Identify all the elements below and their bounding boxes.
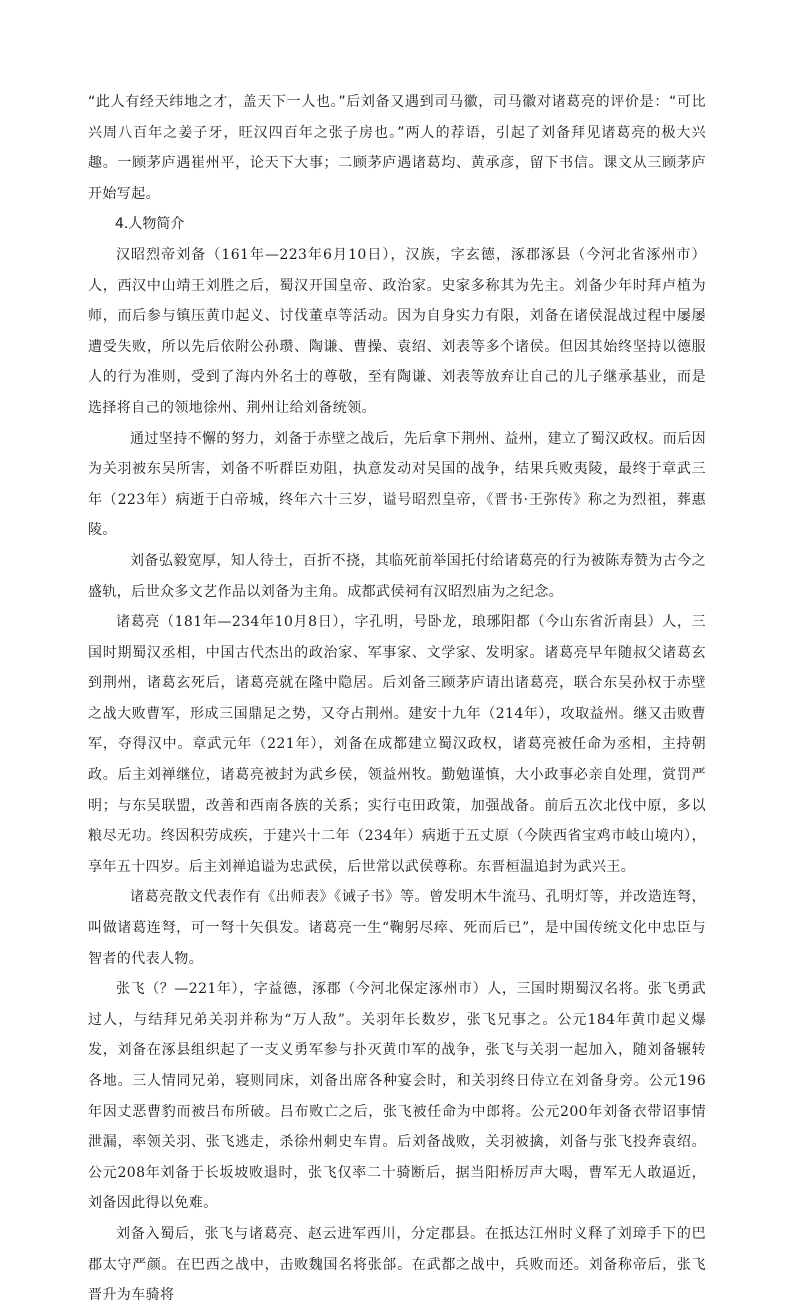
section-heading: 4.人物简介 — [115, 216, 185, 233]
zhugeliang-paragraph-2: 诸葛亮散文代表作有《出师表》《诫子书》等。曾发明木牛流马、孔明灯等，并改造连弩，叫做诸葛连弩，可一弩十矢俱发。诸葛亮一生“鞠躬尽瘁、死而后已”，是中国传统文化中忠臣与智者的代表人物。 — [88, 889, 706, 967]
liubei-paragraph-3: 刘备弘毅宽厚，知人待士，百折不挠，其临死前举国托付给诸葛亮的行为被陈寿赞为古今之盛轨，后世众多文艺作品以刘备为主角。成都武侯祠有汉昭烈庙为之纪念。 — [88, 552, 706, 600]
page-content — [88, 87, 706, 1311]
zhangfei-paragraph-2: 刘备入蜀后，张飞与诸葛亮、赵云进军西川，分定郡县。在抵达江州时义释了刘璋手下的巴郡太守严颜。在巴西之战中，击败魏国名将张郃。在武都之战中，兵败而还。刘备称帝后，张飞晋升为车骑将 — [88, 1225, 706, 1304]
liubei-paragraph-2: 通过坚持不懈的努力，刘备于赤壁之战后，先后拿下荆州、益州，建立了蜀汉政权。而后因为关羽被东吴所害，刘备不听群臣劝阻，执意发动对吴国的战争，结果兵败夷陵，最终于章武三年（223年）病逝于白帝城，终年六十三岁，谥号昭烈皇帝，《晋书·王弥传》称之为烈祖，葬惠陵。 — [88, 430, 706, 539]
zhangfei-paragraph-1: 张飞（？—221年），字益德，涿郡（今河北保定涿州市）人，三国时期蜀汉名将。张飞勇武过人，与结拜兄弟关羽并称为“万人敌”。关羽年长数岁，张飞兄事之。公元184年黄巾起义爆发，刘备在涿县组织起了一支义勇军参与扑灭黄巾军的战争，张飞与关羽一起加入，随刘备辗转各地。三人情同兄弟，寝则同床，刘备出席各种宴会时，和关羽终日侍立在刘备身旁。公元196年因丈恶曹豹而被吕布所破。吕布败亡之后，张飞被任命为中郎将。公元200年刘备衣带诏事情泄漏，率领关羽、张飞逃走，杀徐州刺史车胄。后刘备战败，关羽被擒，刘备与张飞投奔袁绍。公元208年刘备于长坂坡败退时，张飞仅率二十骑断后，据当阳桥厉声大喝，曹军无人敢逼近，刘备因此得以免难。 — [88, 981, 706, 1212]
intro-paragraph: “此人有经天纬地之才，盖天下一人也。”后刘备又遇到司马徽，司马徽对诸葛亮的评价是：“可比兴周八百年之姜子牙，旺汉四百年之张子房也。”两人的荐语，引起了刘备拜见诸葛亮的极大兴趣。一顾茅庐遇崔州平，论天下大事；二顾茅庐遇诸葛均、黄承彦，留下书信。课文从三顾茅庐开始写起。 — [88, 94, 706, 202]
zhugeliang-paragraph-1: 诸葛亮（181年—234年10月8日），字孔明，号卧龙，琅琊阳都（今山东省沂南县）人，三国时期蜀汉丞相，中国古代杰出的政治家、军事家、文学家、发明家。诸葛亮早年随叔父诸葛玄到荆州，诸葛玄死后，诸葛亮就在隆中隐居。后刘备三顾茅庐请出诸葛亮，联合东吴孙权于赤壁之战大败曹军，形成三国鼎足之势，又夺占荆州。建安十九年（214年），攻取益州。继又击败曹军，夺得汉中。章武元年（221年），刘备在成都建立蜀汉政权，诸葛亮被任命为丞相，主持朝政。后主刘禅继位，诸葛亮被封为武乡侯，领益州牧。勤勉谨慎，大小政事必亲自处理，赏罚严明；与东吴联盟，改善和西南各族的关系；实行屯田政策，加强战备。前后五次北伐中原，多以粮尽无功。终因积劳成疾，于建兴十二年（234年）病逝于五丈原（今陕西省宝鸡市岐山境内），享年五十四岁。后主刘禅追谥为忠武侯，后世常以武侯尊称。东晋桓温追封为武兴王。 — [88, 614, 706, 875]
liubei-paragraph-1: 汉昭烈帝刘备（161年—223年6月10日），汉族，字玄德，涿郡涿县（今河北省涿州市）人，西汉中山靖王刘胜之后，蜀汉开国皇帝、政治家。史家多称其为先主。刘备少年时拜卢植为师，而后参与镇压黄巾起义、讨伐董卓等活动。因为自身实力有限，刘备在诸侯混战过程中屡屡遭受失败，所以先后依附公孙瓒、陶谦、曹操、袁绍、刘表等多个诸侯。但因其始终坚持以德服人的行为准则，受到了海内外名士的尊敬，至有陶谦、刘表等放弃让自己的儿子继承基业，而是选择将自己的领地徐州、荆州让给刘备统领。 — [88, 246, 706, 416]
